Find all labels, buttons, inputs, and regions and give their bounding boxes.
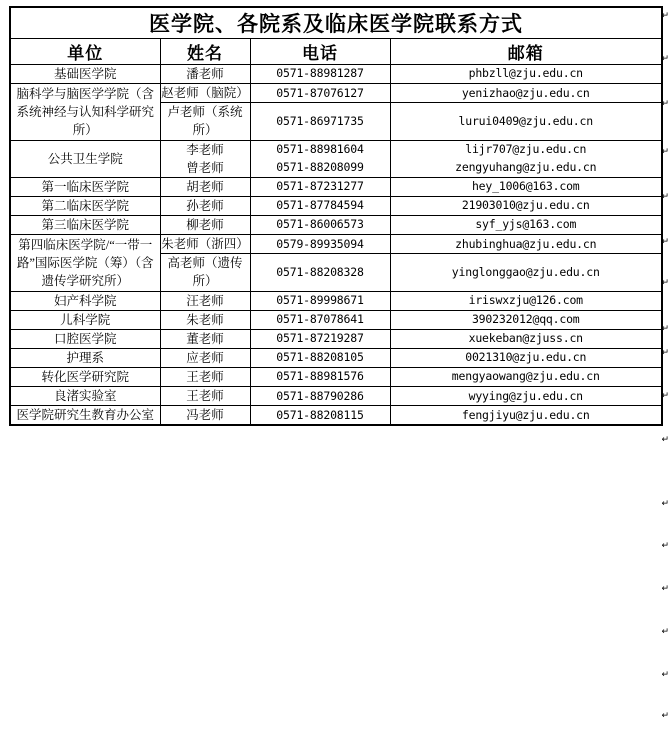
table-title-row (10, 7, 662, 39)
cell-phone: 0571-87219287 (250, 329, 390, 348)
cell-name: 应老师 (160, 348, 250, 367)
cell-email: 390232012@qq.com (390, 310, 662, 329)
paragraph-mark: ↵ (661, 11, 669, 21)
cell-email: 21903010@zju.edu.cn (390, 196, 662, 215)
cell-email: fengjiyu@zju.edu.cn (390, 406, 662, 426)
cell-phone-line2: 0571-88208099 (276, 159, 364, 174)
cell-name: 王老师 (160, 387, 250, 406)
cell-name: 朱老师（浙四） (160, 235, 250, 254)
table-row (10, 310, 662, 329)
column-header-name: 姓名 (160, 39, 250, 65)
cell-name: 胡老师 (160, 177, 250, 196)
cell-unit: 口腔医学院 (10, 329, 160, 348)
cell-phone: 0571-87784594 (250, 196, 390, 215)
paragraph-mark: ↵ (661, 99, 669, 109)
cell-email-stack (390, 140, 662, 177)
cell-email-line2: zengyuhang@zju.edu.cn (455, 159, 597, 174)
cell-phone: 0571-87231277 (250, 177, 390, 196)
cell-unit: 妇产科学院 (10, 291, 160, 310)
paragraph-mark: ↵ (661, 54, 669, 64)
cell-email: syf_yjs@163.com (390, 216, 662, 235)
cell-name-stack (160, 140, 250, 177)
table-row (10, 140, 662, 177)
cell-email: zhubinghua@zju.edu.cn (390, 235, 662, 254)
document-title: 医学院、各院系及临床医学院联系方式 (10, 7, 662, 39)
table-row (10, 84, 662, 103)
cell-phone-line1: 0571-88981604 (276, 142, 364, 157)
cell-email: 0021310@zju.edu.cn (390, 348, 662, 367)
paragraph-mark: ↵ (661, 391, 669, 401)
cell-name: 赵老师（脑院） (160, 84, 250, 103)
table-row (10, 235, 662, 254)
table-row (10, 291, 662, 310)
paragraph-mark: ↵ (661, 192, 669, 202)
cell-email: iriswxzju@126.com (390, 291, 662, 310)
cell-email: lurui0409@zju.edu.cn (390, 103, 662, 140)
table-header-row (10, 39, 662, 65)
cell-unit: 脑科学与脑医学学院（含系统神经与认知科学研究所） (10, 84, 160, 140)
paragraph-mark: ↵ (661, 237, 669, 247)
cell-email: yinglonggao@zju.edu.cn (390, 254, 662, 291)
paragraph-mark: ↵ (661, 435, 669, 445)
cell-unit: 第四临床医学院/“一带一路”国际医学院（筹）（含遗传学研究所） (10, 235, 160, 291)
cell-email-line1: lijr707@zju.edu.cn (465, 142, 587, 157)
contact-table (9, 6, 663, 426)
table-body (10, 7, 662, 425)
cell-unit: 医学院研究生教育办公室 (10, 406, 160, 426)
paragraph-mark: ↵ (661, 324, 669, 334)
cell-unit: 基础医学院 (10, 65, 160, 84)
table-row (10, 368, 662, 387)
cell-unit: 良渚实验室 (10, 387, 160, 406)
cell-phone: 0571-88790286 (250, 387, 390, 406)
cell-email: xuekeban@zjuss.cn (390, 329, 662, 348)
cell-name: 卢老师（系统所） (160, 103, 250, 140)
cell-name: 冯老师 (160, 406, 250, 426)
cell-phone: 0571-88981287 (250, 65, 390, 84)
table-row (10, 329, 662, 348)
table-row (10, 65, 662, 84)
cell-phone: 0571-89998671 (250, 291, 390, 310)
cell-name: 高老师（遗传所） (160, 254, 250, 291)
cell-email: phbzll@zju.edu.cn (390, 65, 662, 84)
column-header-phone: 电话 (250, 39, 390, 65)
cell-name: 孙老师 (160, 196, 250, 215)
table-row (10, 348, 662, 367)
paragraph-mark: ↵ (661, 278, 669, 288)
cell-phone: 0571-87078641 (250, 310, 390, 329)
column-header-email: 邮箱 (390, 39, 662, 65)
cell-email: wyying@zju.edu.cn (390, 387, 662, 406)
cell-name: 潘老师 (160, 65, 250, 84)
cell-name-line1: 李老师 (186, 142, 224, 157)
cell-phone-stack (250, 140, 390, 177)
table-row (10, 196, 662, 215)
table-row (10, 406, 662, 426)
column-header-unit: 单位 (10, 39, 160, 65)
cell-name: 朱老师 (160, 310, 250, 329)
paragraph-mark: ↵ (661, 670, 669, 680)
cell-email: hey_1006@163.com (390, 177, 662, 196)
cell-unit: 第二临床医学院 (10, 196, 160, 215)
paragraph-mark: ↵ (661, 711, 669, 721)
cell-phone: 0571-88208328 (250, 254, 390, 291)
cell-phone: 0571-86006573 (250, 216, 390, 235)
cell-phone: 0571-88981576 (250, 368, 390, 387)
table-row (10, 216, 662, 235)
cell-phone: 0571-88208105 (250, 348, 390, 367)
cell-name: 董老师 (160, 329, 250, 348)
cell-phone: 0571-87076127 (250, 84, 390, 103)
cell-email: mengyaowang@zju.edu.cn (390, 368, 662, 387)
cell-name: 柳老师 (160, 216, 250, 235)
cell-phone: 0579-89935094 (250, 235, 390, 254)
cell-unit: 儿科学院 (10, 310, 160, 329)
cell-name-line2: 曾老师 (186, 160, 224, 175)
cell-unit: 转化医学研究院 (10, 368, 160, 387)
cell-name: 汪老师 (160, 291, 250, 310)
cell-phone: 0571-86971735 (250, 103, 390, 140)
cell-unit: 第一临床医学院 (10, 177, 160, 196)
paragraph-mark: ↵ (661, 348, 669, 358)
paragraph-mark: ↵ (661, 147, 669, 157)
paragraph-mark: ↵ (661, 627, 669, 637)
table-row (10, 177, 662, 196)
cell-unit: 公共卫生学院 (10, 140, 160, 177)
cell-unit: 护理系 (10, 348, 160, 367)
cell-phone: 0571-88208115 (250, 406, 390, 426)
cell-unit: 第三临床医学院 (10, 216, 160, 235)
paragraph-mark: ↵ (661, 541, 669, 551)
table-row (10, 387, 662, 406)
cell-email: yenizhao@zju.edu.cn (390, 84, 662, 103)
paragraph-mark: ↵ (661, 499, 669, 509)
paragraph-mark: ↵ (661, 584, 669, 594)
cell-name: 王老师 (160, 368, 250, 387)
